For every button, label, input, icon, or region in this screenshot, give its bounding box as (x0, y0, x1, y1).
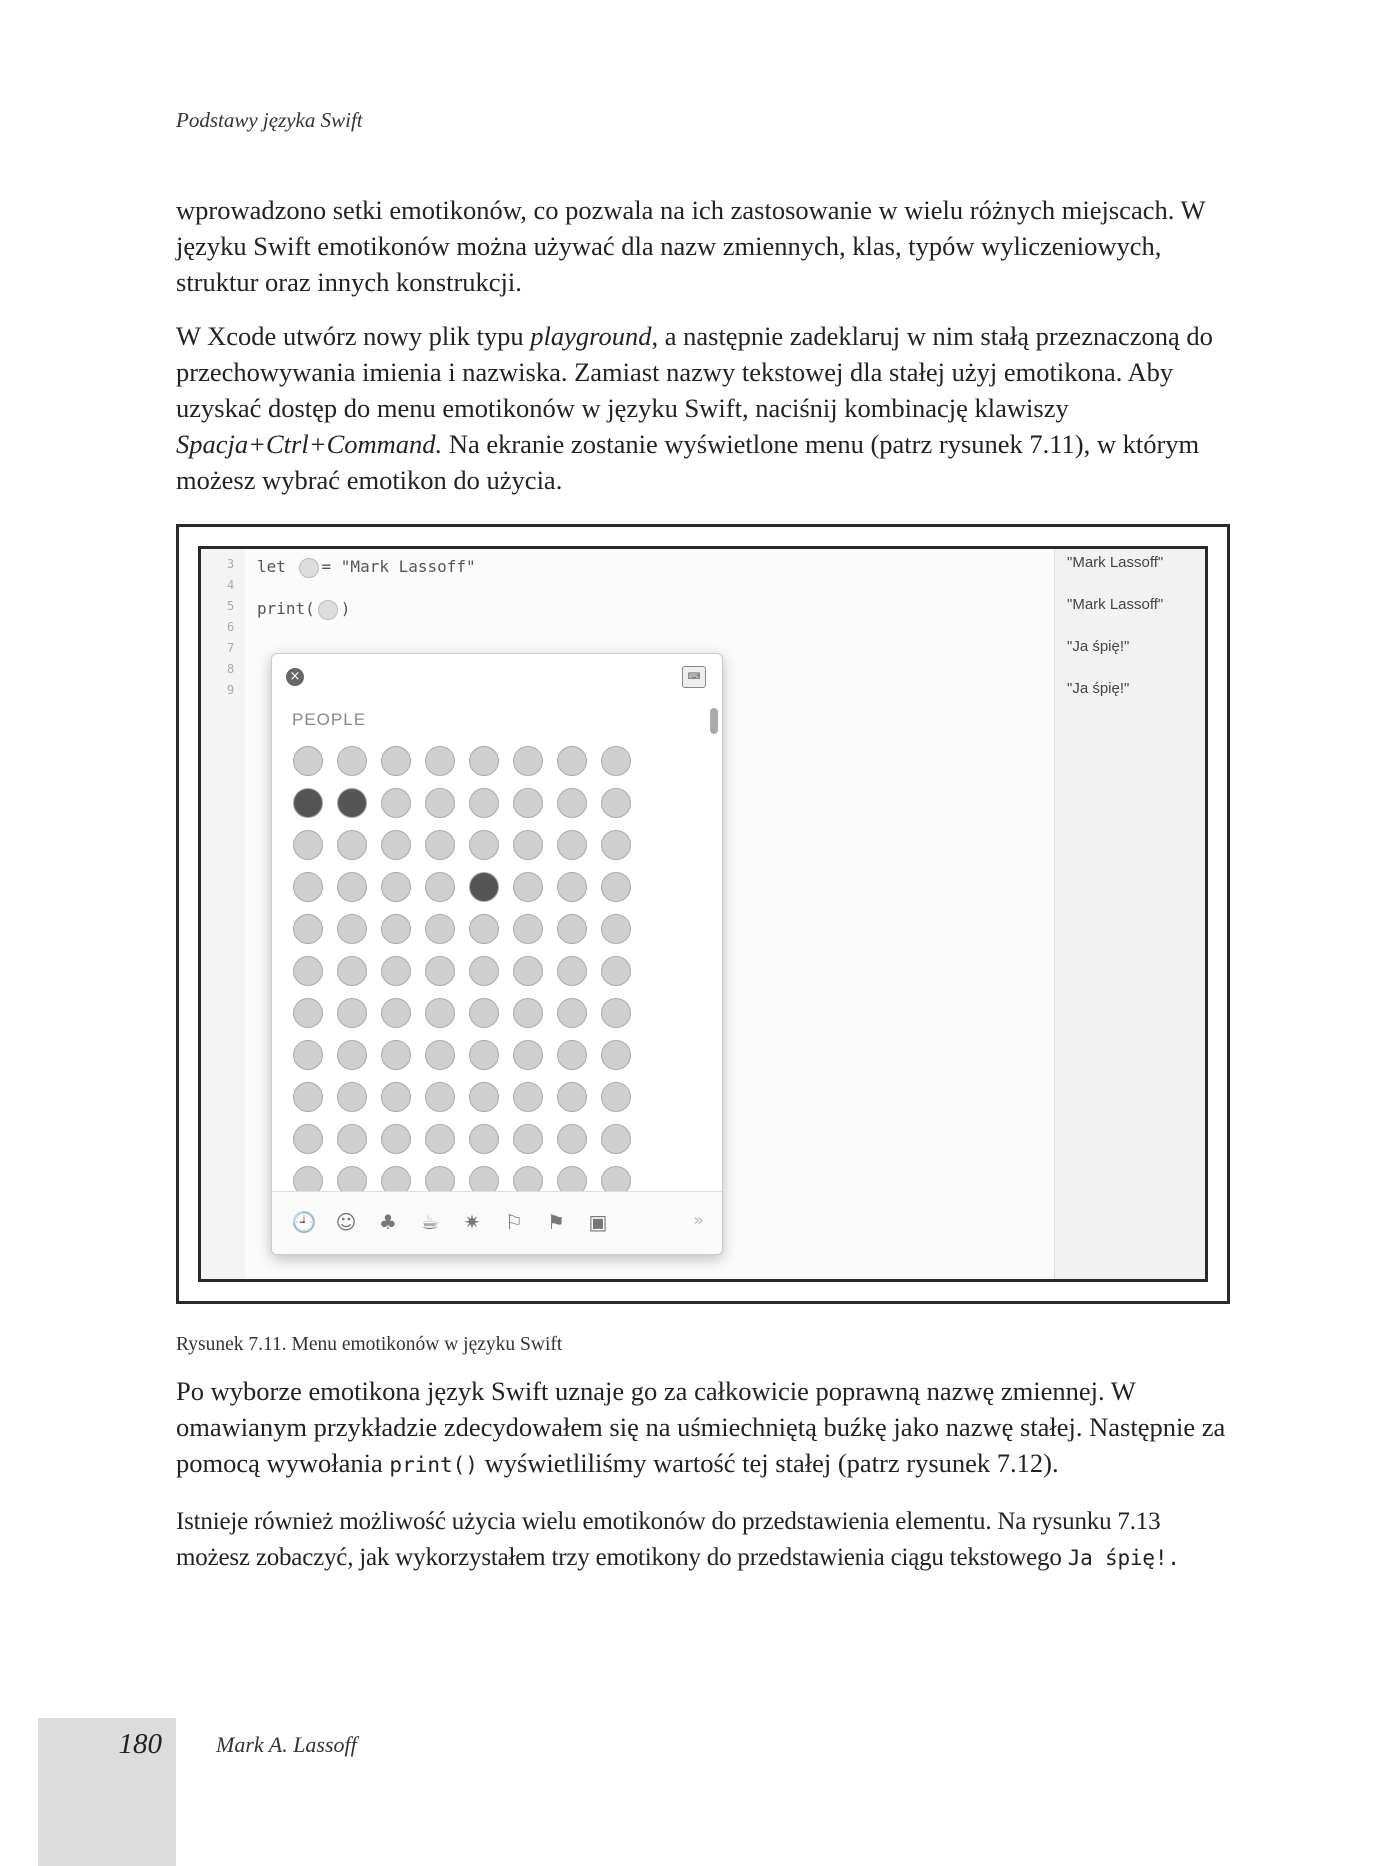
emoji-face-icon[interactable] (293, 998, 323, 1028)
category-tab-bar (272, 1191, 722, 1254)
emoji-face-icon[interactable] (601, 872, 631, 902)
emoji-face-icon[interactable] (469, 956, 499, 986)
page-number: 180 (118, 1728, 162, 1760)
close-icon[interactable]: × (286, 668, 304, 686)
emoji-face-icon[interactable] (381, 956, 411, 986)
emoji-face-icon[interactable] (337, 1040, 367, 1070)
line-number: 8 (227, 662, 235, 676)
paragraph-2-text-a: W Xcode utwórz nowy plik typu (176, 321, 531, 351)
emoji-face-icon[interactable] (381, 1124, 411, 1154)
emoji-face-icon[interactable] (557, 1082, 587, 1112)
emoji-face-icon[interactable] (425, 956, 455, 986)
emoji-face-icon[interactable] (513, 1124, 543, 1154)
inline-code-ja-spie: Ja śpię!. (1067, 1546, 1180, 1570)
emoji-face-icon[interactable] (469, 830, 499, 860)
emoji-face-icon[interactable] (601, 998, 631, 1028)
emoji-face-icon[interactable] (557, 914, 587, 944)
paragraph-3-text-a: Po wyborze emotikona język Swift uznaje go za całkowicie poprawną nazwę zmiennej. W omawianym przykładzie zdecydowałem się na uśmiechniętą buźkę jako nazwę stałej. Następnie za pomocą wywołania (176, 1376, 1226, 1478)
emoji-face-icon[interactable] (337, 1082, 367, 1112)
emoji-face-icon[interactable] (557, 872, 587, 902)
code-line-3[interactable] (257, 557, 476, 578)
emoji-face-icon[interactable] (601, 746, 631, 776)
paragraph-4-text: Istnieje również możliwość użycia wielu emotikonów do przedstawienia elementu. Na rysunku 7.13 możesz zobaczyć, jak wykorzystałem trzy emotikony do przedstawienia ciągu tekstowego (176, 1508, 1161, 1571)
recent-tab-icon[interactable]: 🕘 (291, 1210, 317, 1234)
figure-7-11 (176, 524, 1230, 1304)
scrollbar[interactable] (710, 708, 718, 734)
emoji-face-icon[interactable] (381, 872, 411, 902)
paragraph-2-emphasis-shortcut: Spacja+Ctrl+Command. (176, 429, 443, 459)
emoji-face-icon[interactable] (293, 1040, 323, 1070)
emoji-face-icon[interactable] (513, 788, 543, 818)
emoji-face-icon[interactable] (469, 998, 499, 1028)
emoji-face-icon[interactable] (381, 788, 411, 818)
emoji-face-icon[interactable] (601, 914, 631, 944)
emoji-face-icon[interactable] (337, 788, 367, 818)
emoji-face-icon[interactable] (425, 914, 455, 944)
emoji-face-icon[interactable] (293, 914, 323, 944)
emoji-face-icon[interactable] (469, 788, 499, 818)
emoji-face-icon[interactable] (557, 788, 587, 818)
emoji-face-icon[interactable] (337, 1124, 367, 1154)
emoji-face-icon[interactable] (293, 872, 323, 902)
line-number: 4 (227, 578, 235, 592)
emoji-face-icon[interactable] (513, 1040, 543, 1070)
emoji-face-icon[interactable] (293, 956, 323, 986)
emoji-face-icon[interactable] (601, 830, 631, 860)
paragraph-1 (176, 192, 1236, 300)
emoji-face-icon[interactable] (381, 914, 411, 944)
emoji-face-icon[interactable] (337, 872, 367, 902)
emoji-picker (271, 653, 723, 1255)
emoji-face-icon[interactable] (425, 830, 455, 860)
emoji-face-icon[interactable] (425, 998, 455, 1028)
emoji-face-icon[interactable] (513, 956, 543, 986)
emoji-face-icon[interactable] (381, 830, 411, 860)
emoji-face-icon[interactable] (513, 1082, 543, 1112)
running-head: Podstawy języka Swift (176, 108, 363, 132)
emoji-face-icon[interactable] (425, 746, 455, 776)
smiley-tab-icon[interactable]: ☺ (335, 1210, 357, 1234)
emoji-face-icon[interactable] (425, 1082, 455, 1112)
emoji-face-icon[interactable] (469, 1082, 499, 1112)
emoji-face-icon[interactable] (293, 1082, 323, 1112)
food-tab-icon[interactable]: ☕ (421, 1210, 439, 1234)
paragraph-2-text-c: Na ekranie zostanie wyświetlone menu (patrz rysunek 7.11), w którym możesz wybrać emotikon do użycia. (176, 429, 1200, 495)
emoji-face-icon[interactable] (601, 1040, 631, 1070)
emoji-face-icon[interactable] (337, 830, 367, 860)
line-number: 6 (227, 620, 235, 634)
emoji-face-icon[interactable] (293, 1124, 323, 1154)
celebration-tab-icon[interactable]: ✷ (463, 1210, 481, 1234)
paragraph-2 (176, 318, 1236, 498)
emoji-face-icon[interactable] (557, 830, 587, 860)
line-number: 9 (227, 683, 235, 697)
result-value: "Mark Lassoff" (1067, 554, 1164, 571)
emoji-face-icon[interactable] (601, 788, 631, 818)
code-let-keyword: let (257, 557, 296, 576)
emoji-face-icon[interactable] (425, 1040, 455, 1070)
results-sidebar (1054, 549, 1205, 1279)
emoji-face-icon[interactable] (469, 872, 499, 902)
emoji-face-icon[interactable] (513, 746, 543, 776)
emoji-face-icon[interactable] (425, 872, 455, 902)
result-value: "Ja śpię!" (1067, 680, 1130, 697)
activity-tab-icon[interactable]: ⚐ (505, 1210, 523, 1234)
code-assignment: = "Mark Lassoff" (321, 557, 476, 576)
emoji-face-icon[interactable] (425, 1124, 455, 1154)
line-number: 3 (227, 557, 235, 571)
emoji-face-icon[interactable] (293, 788, 323, 818)
category-label: PEOPLE (292, 710, 367, 729)
emoji-face-icon[interactable] (513, 914, 543, 944)
emoji-face-icon[interactable] (381, 1040, 411, 1070)
keyboard-viewer-icon[interactable]: ⌨ (682, 666, 706, 688)
xcode-playground-screenshot (198, 546, 1208, 1282)
emoji-face-icon[interactable] (337, 914, 367, 944)
emoji-face-icon[interactable] (381, 1082, 411, 1112)
paragraph-3 (176, 1373, 1236, 1483)
emoji-face-icon[interactable] (601, 1082, 631, 1112)
code-print-call: print( (257, 599, 315, 618)
symbols-tab-icon[interactable]: ▣ (588, 1210, 608, 1234)
emoji-face-icon[interactable] (601, 956, 631, 986)
paragraph-3-text-b: wyświetliliśmy wartość tej stałej (patrz rysunek 7.12). (477, 1448, 1059, 1478)
result-value: "Mark Lassoff" (1067, 596, 1164, 613)
emoji-face-icon[interactable] (425, 788, 455, 818)
emoji-face-icon[interactable] (469, 914, 499, 944)
emoji-face-icon[interactable] (513, 872, 543, 902)
line-number: 5 (227, 599, 235, 613)
page-number-tab (38, 1718, 176, 1866)
emoji-face-icon[interactable] (381, 746, 411, 776)
emoji-face-icon[interactable] (557, 956, 587, 986)
paragraph-2-emphasis-playground: playground (530, 321, 652, 351)
nature-tab-icon[interactable]: ♣ (379, 1210, 397, 1234)
paragraph-2-text-b: , a następnie zadeklaruj w nim stałą przeznaczoną do przechowywania imienia i nazwiska. Zamiast nazwy tekstowej dla stałej użyj emotikona. Aby uzyskać dostęp do menu emotikonów w języku Swift, naciśnij kombinację klawiszy (176, 321, 1213, 423)
emoji-face-icon[interactable] (293, 746, 323, 776)
emoji-face-icon[interactable] (557, 1040, 587, 1070)
smiley-emoji-icon (318, 600, 338, 620)
result-value: "Ja śpię!" (1067, 638, 1130, 655)
line-number-gutter (201, 549, 245, 1279)
emoji-face-icon[interactable] (337, 746, 367, 776)
emoji-face-icon[interactable] (381, 998, 411, 1028)
author-name: Mark A. Lassoff (216, 1732, 357, 1757)
emoji-face-icon[interactable] (557, 1124, 587, 1154)
emoji-face-icon[interactable] (337, 998, 367, 1028)
emoji-face-icon[interactable] (293, 830, 323, 860)
inline-code-print: print() (389, 1453, 478, 1477)
more-icon[interactable]: » (692, 1210, 704, 1231)
emoji-face-icon[interactable] (513, 998, 543, 1028)
travel-tab-icon[interactable]: ⚑ (547, 1210, 565, 1234)
paragraph-4 (176, 1504, 1236, 1576)
emoji-face-icon[interactable] (557, 998, 587, 1028)
emoji-face-icon[interactable] (601, 1124, 631, 1154)
emoji-face-icon[interactable] (337, 956, 367, 986)
code-line-5[interactable] (257, 599, 350, 620)
smiley-emoji-icon (299, 558, 319, 578)
emoji-face-icon[interactable] (469, 1124, 499, 1154)
emoji-face-icon[interactable] (469, 746, 499, 776)
emoji-face-icon[interactable] (513, 830, 543, 860)
line-number: 7 (227, 641, 235, 655)
emoji-face-icon[interactable] (469, 1040, 499, 1070)
emoji-face-icon[interactable] (557, 746, 587, 776)
code-close-paren: ) (340, 599, 351, 618)
paragraph-1-text: wprowadzono setki emotikonów, co pozwala na ich zastosowanie w wielu różnych miejscach. W języku Swift emotikonów można używać dla nazw zmiennych, klas, typów wyliczeniowych, struktur oraz innych konstrukcji. (176, 195, 1206, 297)
figure-caption: Rysunek 7.11. Menu emotikonów w języku Swift (176, 1334, 563, 1355)
emoji-grid (286, 740, 666, 1202)
